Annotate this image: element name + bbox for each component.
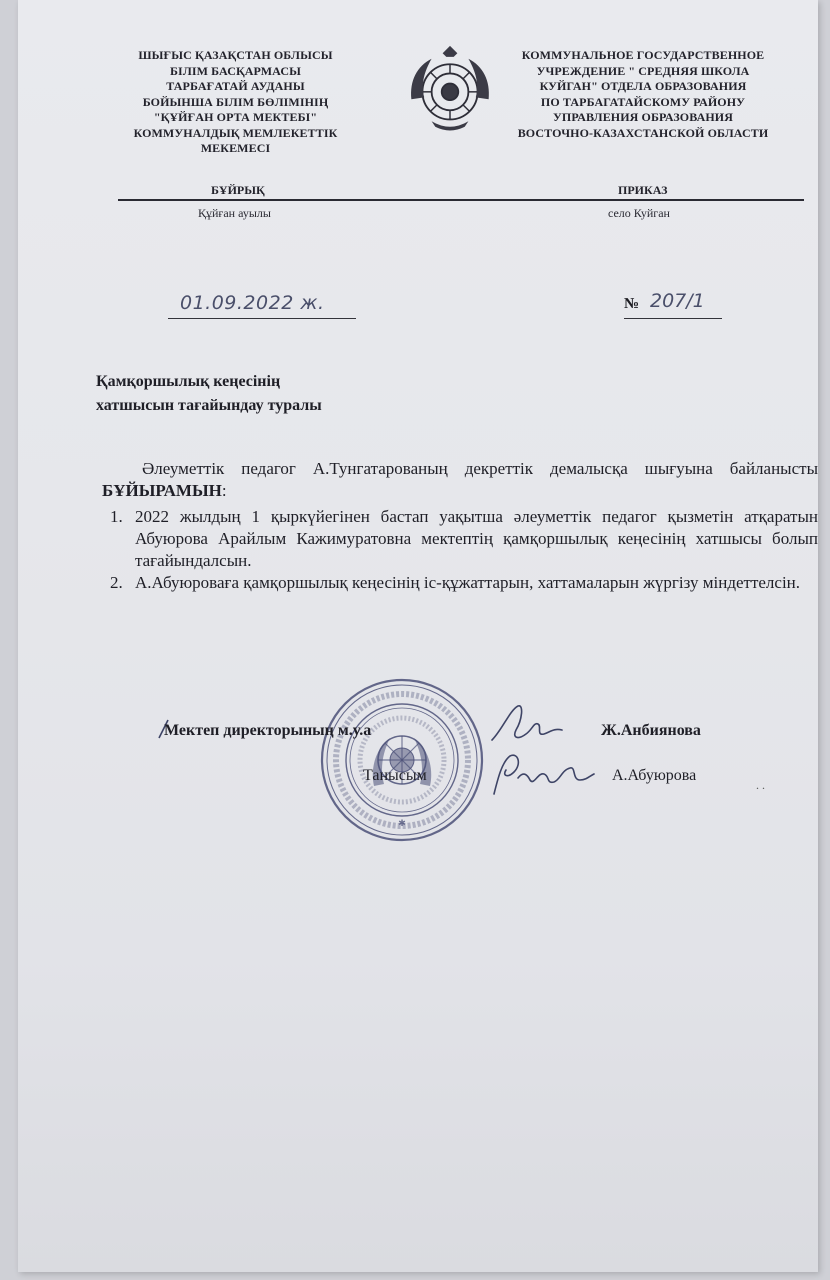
doc-type-ru: ПРИКАЗ (618, 183, 668, 197)
header-ru-line: ВОСТОЧНО-КАЗАХСТАНСКОЙ ОБЛАСТИ (517, 125, 769, 140)
header-kz-line: КОММУНАЛДЫҚ МЕМЛЕКЕТТІК (133, 125, 338, 140)
order-item (102, 572, 818, 594)
acknowledged-name: А.Абуюрова (612, 767, 697, 784)
doc-type-kz: БҰЙРЫҚ (211, 183, 265, 197)
header-ru-line: УПРАВЛЕНИЯ ОБРАЗОВАНИЯ (553, 110, 733, 124)
header-kz-line: МЕКЕМЕСІ (200, 141, 271, 155)
intro-text: Әлеуметтік педагог А.Тунгатарованың декреттік демалысқа шығуына байланысты (142, 459, 818, 478)
order-colon: : (221, 481, 227, 500)
order-item-number: 1. (110, 507, 123, 526)
number-sign: № (624, 296, 640, 312)
header-kz-line: "ҚҰЙҒАН ОРТА МЕКТЕБІ" (153, 110, 318, 124)
header-kz-line: БОЙЫНША БІЛІМ БӨЛІМІНІҢ (142, 94, 329, 109)
date-handwritten: 01.09.2022 ж. (180, 292, 325, 314)
header-ru-line: ПО ТАРБАГАТАЙСКОМУ РАЙОНУ (540, 94, 746, 109)
acknowledgement-signature (488, 750, 598, 800)
header-ru-line: УЧРЕЖДЕНИЕ " СРЕДНЯЯ ШКОЛА (536, 63, 750, 78)
header-kazakh (108, 48, 363, 157)
trailing-dots: . . (756, 778, 765, 792)
order-item-text: А.Абуюроваға қамқоршылық кеңесінің іс-құжаттарын, хаттамаларын жүргізу міндеттелсін. (135, 573, 801, 592)
subject-line: хатшысын тағайындау туралы (96, 397, 322, 414)
header-ru-line: КОММУНАЛЬНОЕ ГОСУДАРСТВЕННОЕ (521, 48, 765, 62)
director-signature (488, 700, 568, 750)
header-divider (118, 199, 804, 201)
subject-line: Қамқоршылық кеңесінің (96, 373, 281, 390)
order-item (102, 506, 818, 572)
date-field (168, 292, 356, 319)
order-item-text: 2022 жылдың 1 қыркүйегінен бастап уақытша әлеуметтік педагог қызметін атқаратын Абуюрова Арайлым Кажимуратовна мектептің қамқоршылық кеңесінің хатшысы болып тағайындалсын. (135, 507, 818, 570)
header-kz-line: БІЛІМ БАСҚАРМАСЫ (170, 63, 301, 78)
round-seal-stamp (318, 676, 486, 844)
document-sheet (18, 0, 818, 1272)
header-russian (488, 48, 798, 141)
header-kz-line: ШЫҒЫС ҚАЗАҚСТАН ОБЛЫСЫ (138, 48, 333, 62)
order-item-number: 2. (110, 573, 123, 592)
order-items (102, 506, 818, 594)
place-ru: село Куйган (608, 206, 670, 220)
signature-title: Мектеп директорының м.у.а (164, 722, 372, 739)
signature-name: Ж.Анбиянова (601, 722, 701, 739)
svg-text:✱: ✱ (398, 819, 406, 829)
number-field (624, 292, 722, 319)
header-ru-line: КУЙГАН" ОТДЕЛА ОБРАЗОВАНИЯ (539, 79, 747, 93)
order-subject (96, 370, 322, 418)
kazakhstan-emblem-icon (404, 44, 496, 136)
intro-paragraph (102, 458, 818, 502)
number-handwritten: 207/1 (650, 290, 705, 312)
header-kz-line: ТАРБАҒАТАЙ АУДАНЫ (166, 79, 305, 93)
place-kz: Құйған ауылы (198, 206, 271, 220)
order-word: БҰЙЫРАМЫН (102, 481, 222, 500)
acknowledged-label: Танысым (363, 767, 427, 784)
